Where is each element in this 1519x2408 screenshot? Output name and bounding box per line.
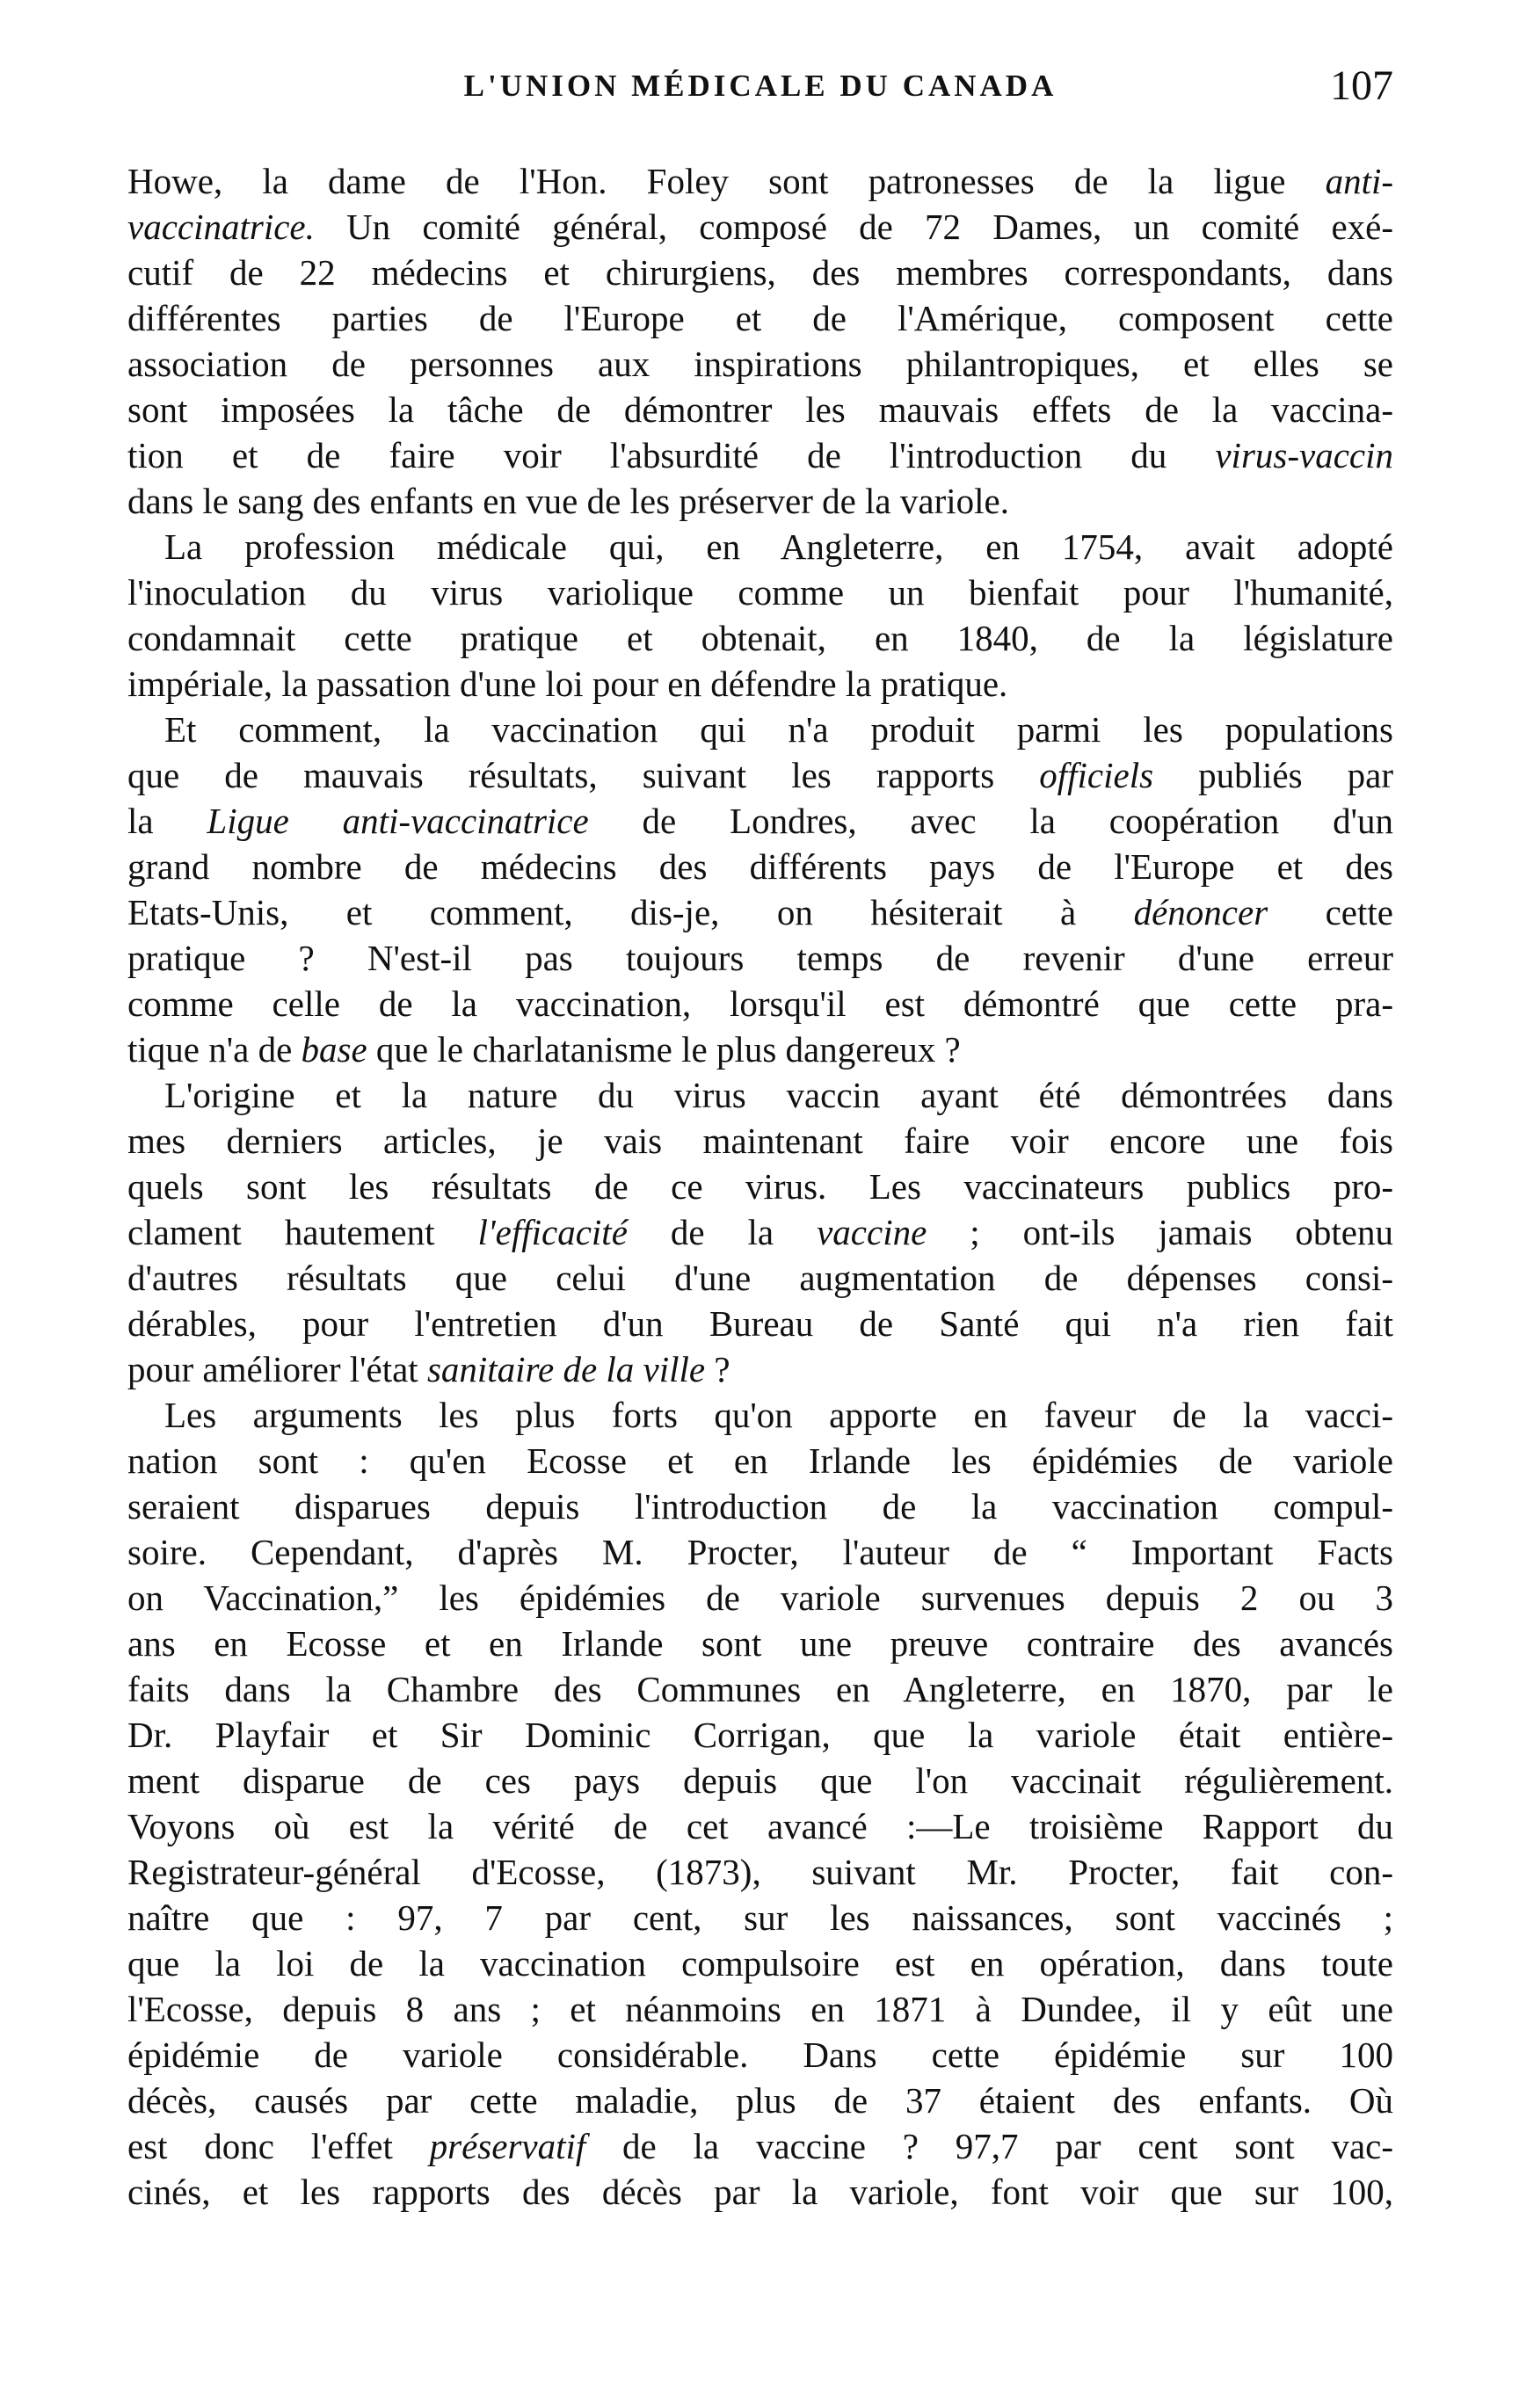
- text-line: La profession médicale qui, en Angleterre, en 1754, avait adopté: [164, 526, 1393, 567]
- text-line: naître que : 97, 7 par cent, sur les naissances, sont vaccinés ;: [127, 1897, 1393, 1938]
- text-line: quels sont les résultats de ce virus. Les vaccinateurs publics pro-: [127, 1166, 1393, 1207]
- text-line: association de personnes aux inspirations philantropiques, et elles se: [127, 344, 1393, 384]
- text-line: l'inoculation du virus variolique comme un bienfait pour l'humanité,: [127, 572, 1393, 613]
- text-line: ans en Ecosse et en Irlande sont une preuve contraire des avancés: [127, 1623, 1393, 1664]
- text-line: l'Ecosse, depuis 8 ans ; et néanmoins en 1871 à Dundee, il y eût une: [127, 1989, 1393, 2029]
- text-line: Voyons où est la vérité de cet avancé :—Le troisième Rapport du: [127, 1806, 1393, 1846]
- text-line: on Vaccination,” les épidémies de variole survenues depuis 2 ou 3: [127, 1578, 1393, 1618]
- text-line: dérables, pour l'entretien d'un Bureau de Santé qui n'a rien fait: [127, 1303, 1393, 1344]
- text-line: nation sont : qu'en Ecosse et en Irlande les épidémies de variole: [127, 1440, 1393, 1481]
- text-line: comme celle de la vaccination, lorsqu'il est démontré que cette pra-: [127, 983, 1393, 1024]
- text-line: Registrateur-général d'Ecosse, (1873), suivant Mr. Procter, fait con-: [127, 1852, 1393, 1892]
- text-line: tion et de faire voir l'absurdité de l'introduction du virus-vaccin: [127, 435, 1393, 475]
- text-line: Et comment, la vaccination qui n'a produit parmi les populations: [164, 709, 1393, 750]
- text-line: Etats-Unis, et comment, dis-je, on hésiterait à dénoncer cette: [127, 892, 1393, 932]
- text-line: faits dans la Chambre des Communes en Angleterre, en 1870, par le: [127, 1669, 1393, 1709]
- text-line: L'origine et la nature du virus vaccin ayant été démontrées dans: [164, 1075, 1393, 1115]
- text-line: cutif de 22 médecins et chirurgiens, des membres correspondants, dans: [127, 252, 1393, 293]
- text-line: est donc l'effet préservatif de la vaccine ? 97,7 par cent sont vac-: [127, 2126, 1394, 2166]
- text-line: impériale, la passation d'une loi pour en défendre la pratique.: [127, 664, 1008, 704]
- text-line: grand nombre de médecins des différents pays de l'Europe et des: [127, 846, 1393, 887]
- page-number: 107: [1330, 62, 1393, 109]
- text-line: Les arguments les plus forts qu'on apporte en faveur de la vacci-: [164, 1395, 1393, 1435]
- text-line: soire. Cependant, d'après M. Procter, l'auteur de “ Important Facts: [127, 1532, 1393, 1572]
- body-text: [127, 158, 1393, 2215]
- text-line: Howe, la dame de l'Hon. Foley sont patronesses de la ligue anti-: [127, 161, 1393, 201]
- text-line: clament hautement l'efficacité de la vaccine ; ont-ils jamais obtenu: [127, 1212, 1393, 1252]
- text-line: sont imposées la tâche de démontrer les mauvais effets de la vaccina-: [127, 389, 1393, 430]
- text-line: seraient disparues depuis l'introduction de la vaccination compul-: [127, 1486, 1393, 1527]
- text-line: Dr. Playfair et Sir Dominic Corrigan, que la variole était entière-: [127, 1715, 1393, 1755]
- text-line: dans le sang des enfants en vue de les préserver de la variole.: [127, 481, 1009, 521]
- text-line: décès, causés par cette maladie, plus de 37 étaient des enfants. Où: [127, 2080, 1393, 2121]
- text-line: que de mauvais résultats, suivant les rapports officiels publiés par: [127, 755, 1393, 795]
- text-line: mes derniers articles, je vais maintenant faire voir encore une fois: [127, 1121, 1393, 1161]
- text-line: vaccinatrice. Un comité général, composé de 72 Dames, un comité exé-: [127, 207, 1393, 247]
- text-line: d'autres résultats que celui d'une augmentation de dépenses consi-: [127, 1258, 1393, 1298]
- text-line: la Ligue anti-vaccinatrice de Londres, avec la coopération d'un: [127, 801, 1393, 841]
- running-head: [127, 62, 1393, 121]
- text-line: tique n'a de base que le charlatanisme le plus dangereux ?: [127, 1029, 961, 1070]
- text-line: différentes parties de l'Europe et de l'Amérique, composent cette: [127, 298, 1393, 338]
- text-line: épidémie de variole considérable. Dans cette épidémie sur 100: [127, 2034, 1393, 2075]
- text-line: cinés, et les rapports des décès par la variole, font voir que sur 100,: [127, 2172, 1393, 2212]
- text-line: ment disparue de ces pays depuis que l'on vaccinait régulièrement.: [127, 1760, 1393, 1801]
- text-line: condamnait cette pratique et obtenait, en 1840, de la législature: [127, 618, 1393, 658]
- text-line: pour améliorer l'état sanitaire de la ville ?: [127, 1349, 730, 1389]
- text-line: que la loi de la vaccination compulsoire est en opération, dans toute: [127, 1943, 1393, 1984]
- text-line: pratique ? N'est-il pas toujours temps de revenir d'une erreur: [127, 938, 1393, 978]
- running-title: L'UNION MÉDICALE DU CANADA: [463, 69, 1057, 103]
